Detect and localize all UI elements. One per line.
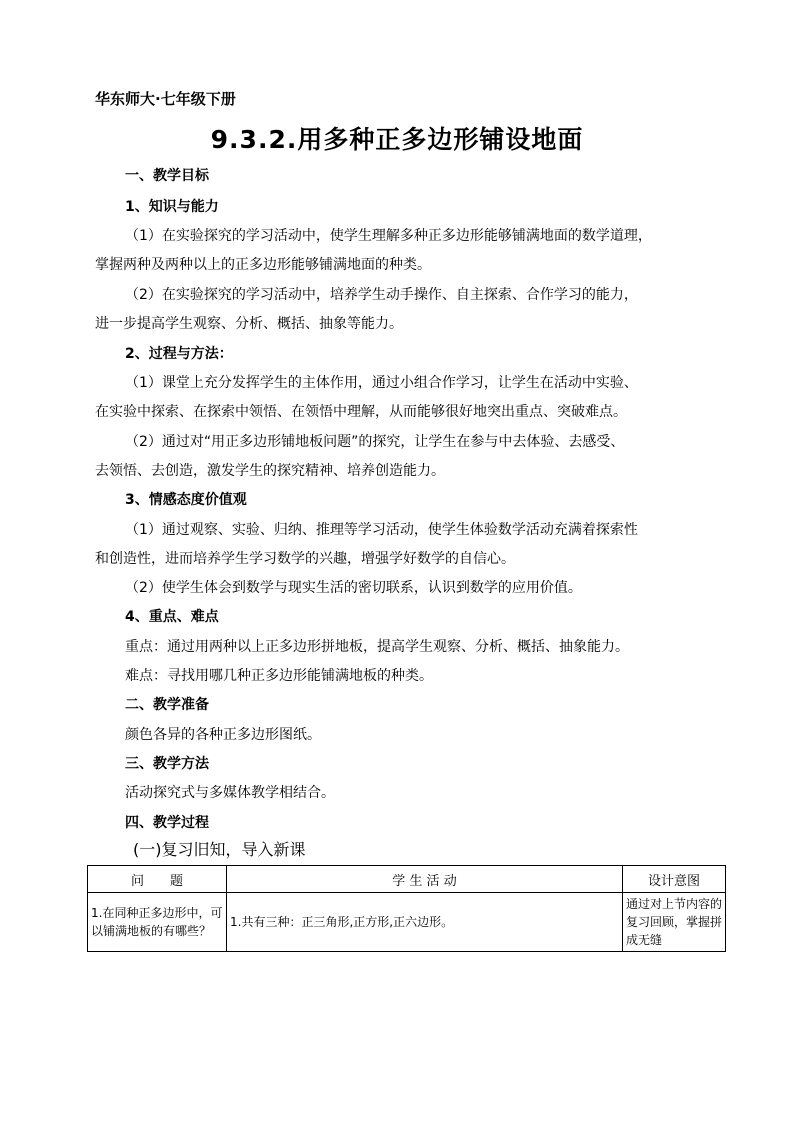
- step-heading: (一)复习旧知，导入新课: [133, 840, 306, 859]
- teaching-process-table: [87, 865, 726, 952]
- cell-intent: 通过对上节内容的复习回顾，掌握拼成无缝: [623, 893, 726, 952]
- header-question: 问 题: [88, 866, 227, 893]
- section-heading-goals: 一、教学目标: [125, 168, 209, 184]
- paragraph-line: 去领悟、去创造，激发学生的探究精神、培养创造能力。: [95, 463, 445, 479]
- paragraph-line: 进一步提高学生观察、分析、概括、抽象等能力。: [95, 316, 403, 332]
- subsection-heading-process-method: 2、过程与方法：: [125, 346, 233, 362]
- difficulty-text: 难点：寻找用哪几种正多边形能铺满地板的种类。: [125, 668, 433, 684]
- key-point-text: 重点：通过用两种以上正多边形拼地板，提高学生观察、分析、概括、抽象能力。: [125, 639, 629, 655]
- section-heading-process: 四、教学过程: [125, 815, 209, 831]
- section-heading-preparation: 二、教学准备: [125, 697, 209, 713]
- header-activity: 学 生 活 动: [227, 866, 623, 893]
- paragraph-line: （2）通过对“用正多边形铺地板问题”的探究，让学生在参与中去体验、去感受、: [125, 434, 625, 450]
- header-intent: 设计意图: [623, 866, 726, 893]
- table-row: [88, 893, 726, 952]
- paragraph-line: （1）在实验探究的学习活动中，使学生理解多种正多边形能够铺满地面的数学道理，: [125, 228, 652, 244]
- cell-activity: 1.共有三种：正三角形,正方形,正六边形。: [227, 893, 623, 952]
- paragraph-line: （1）课堂上充分发挥学生的主体作用，通过小组合作学习，让学生在活动中实验、: [125, 375, 638, 391]
- paragraph-line: （2）在实验探究的学习活动中，培养学生动手操作、自主探索、合作学习的能力，: [125, 287, 638, 303]
- paragraph-line: 在实验中探索、在探索中领悟、在领悟中理解，从而能够很好地突出重点、突破难点。: [95, 404, 627, 420]
- paragraph-line: 掌握两种及两种以上的正多边形能够铺满地面的种类。: [95, 257, 431, 273]
- method-text: 活动探究式与多媒体教学相结合。: [125, 785, 335, 801]
- table-header-row: [88, 866, 726, 893]
- subsection-heading-key-points: 4、重点、难点: [125, 609, 219, 625]
- section-heading-method: 三、教学方法: [125, 756, 209, 772]
- publisher-header: 华东师大·七年级下册: [95, 90, 236, 108]
- paragraph-line: （2）使学生体会到数学与现实生活的密切联系，认识到数学的应用价值。: [125, 580, 582, 596]
- page-title: 9.3.2.用多种正多边形铺设地面: [210, 125, 584, 154]
- subsection-heading-knowledge: 1、知识与能力: [125, 199, 219, 215]
- cell-question: 1.在同种正多边形中，可以铺满地板的有哪些？: [88, 893, 227, 952]
- preparation-text: 颜色各异的各种正多边形图纸。: [125, 727, 321, 743]
- subsection-heading-attitude: 3、情感态度价值观: [125, 492, 247, 508]
- paragraph-line: （1）通过观察、实验、归纳、推理等学习活动，使学生体验数学活动充满着探索性: [125, 522, 638, 538]
- paragraph-line: 和创造性，进而培养学生学习数学的兴趣，增强学好数学的自信心。: [95, 551, 515, 567]
